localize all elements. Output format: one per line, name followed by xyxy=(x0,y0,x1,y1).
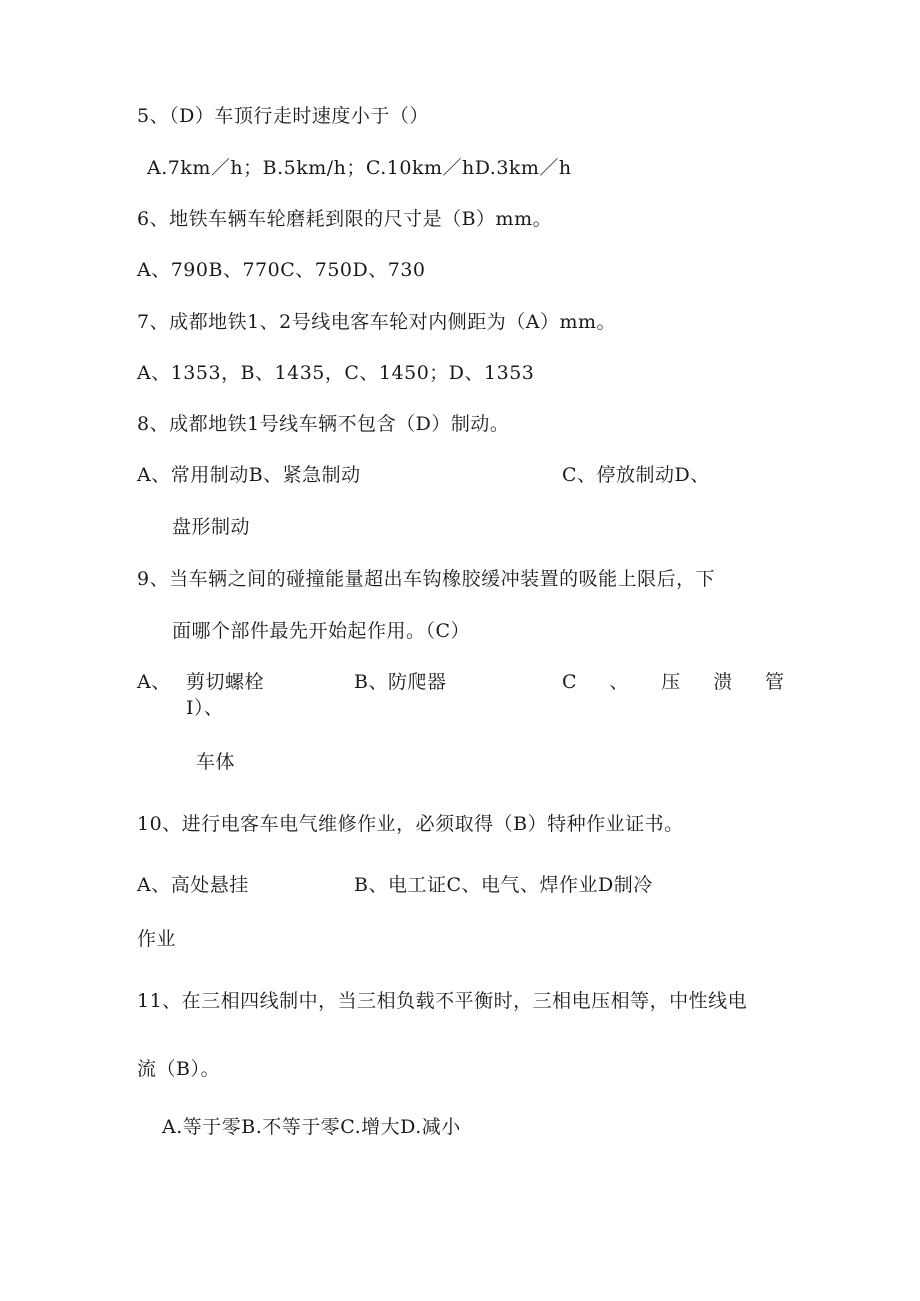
question-7: 7、成都地铁1、2号线电客车轮对内侧距为（A）mm。 xyxy=(137,311,617,333)
question-9-option-a-label: A、 xyxy=(137,671,171,693)
question-8-option-cd: C、停放制动D、 xyxy=(562,464,710,486)
question-9-option-b: B、防爬器 xyxy=(354,671,447,693)
question-9-line1: 9、当车辆之间的碰撞能量超出车钩橡胶缓冲装置的吸能上限后，下 xyxy=(137,568,716,590)
question-7-options: A、1353，B、1435，C、1450；D、1353 xyxy=(137,362,535,384)
option-c-char-1: C xyxy=(562,671,577,693)
question-8-option-ab: A、常用制动B、紧急制动 xyxy=(137,464,361,486)
question-9-option-d-prefix: I）、 xyxy=(186,697,224,719)
question-10: 10、进行电客车电气维修作业，必须取得（B）特种作业证书。 xyxy=(137,813,684,835)
option-c-char-3: 压 xyxy=(661,671,681,693)
question-9-option-c xyxy=(562,670,784,694)
question-9-option-d-text: 车体 xyxy=(196,751,236,773)
option-c-char-4: 溃 xyxy=(713,671,733,693)
question-9-option-a-text: 剪切螺栓 xyxy=(186,671,265,693)
question-8-option-d-cont: 盘形制动 xyxy=(172,516,251,538)
question-5: 5、（D）车顶行走时速度小于（） xyxy=(137,105,429,127)
question-11-line2: 流（B）。 xyxy=(137,1058,220,1080)
question-9-line2: 面哪个部件最先开始起作用。（C） xyxy=(172,620,471,642)
question-10-option-a: A、高处悬挂 xyxy=(137,874,249,896)
question-6-options: A、790B、770C、750D、730 xyxy=(137,259,426,281)
question-10-option-bcd: B、电工证C、电气、焊作业D制冷 xyxy=(354,874,653,896)
question-8: 8、成都地铁1号线车辆不包含（D）制动。 xyxy=(137,413,510,435)
question-10-option-d-cont: 作业 xyxy=(137,928,177,950)
question-6: 6、地铁车辆车轮磨耗到限的尺寸是（B）mm。 xyxy=(137,208,553,230)
question-11-options: A.等于零B.不等于零C.增大D.减小 xyxy=(162,1116,461,1138)
option-c-char-2: 、 xyxy=(609,671,629,693)
question-5-options: A.7km／h；B.5km/h；C.10km／hD.3km／h xyxy=(147,157,572,179)
question-11-line1: 11、在三相四线制中，当三相负载不平衡时，三相电压相等，中性线电 xyxy=(137,990,748,1012)
option-c-char-5: 管 xyxy=(764,671,784,693)
